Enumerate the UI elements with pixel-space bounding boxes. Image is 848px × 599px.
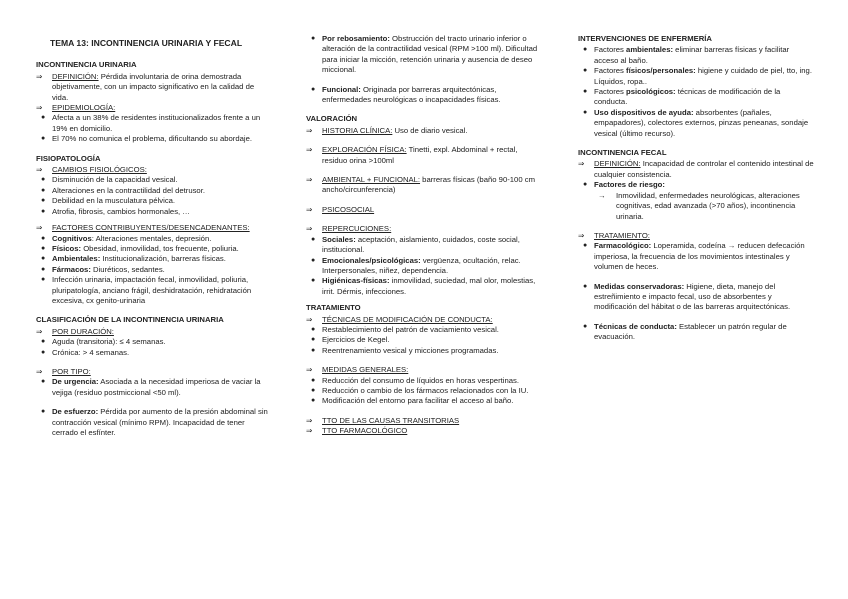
heading-tratamiento: TRATAMIENTO: [306, 303, 361, 313]
bullet-icon: ●: [41, 255, 46, 263]
list-item: ● Factores de riesgo:: [583, 180, 665, 190]
column-3: [578, 34, 814, 343]
cambios-label: CAMBIOS FISIOLÓGICOS:: [52, 165, 147, 175]
medidas-row: ⇒ MEDIDAS GENERALES:: [306, 365, 409, 375]
bullet-icon: ●: [311, 346, 316, 354]
cambios-row: [36, 165, 272, 175]
bullet-icon: ●: [41, 276, 46, 284]
tto-causas-row: ⇒ TTO DE LAS CAUSAS TRANSITORIAS: [306, 415, 460, 425]
arrow-icon: ⇒: [36, 71, 43, 81]
list-item: ● Por rebosamiento: Obstrucción del tracto urinario inferior o alteración de la contractilidad vesical (RPM >100 ml). Dificultad para iniciar la micción, retención urinaria y ausencia de deseo miccional.: [311, 34, 538, 75]
list-item: ● Físicos: Obesidad, inmovilidad, tos frecuente, poliuria.: [41, 243, 239, 253]
psicosocial-row: ⇒ PSICOSOCIAL: [306, 204, 375, 214]
heading-valoracion: VALORACIÓN: [306, 114, 358, 124]
list-item: ● De esfuerzo: Pérdida por aumento de la presión abdominal sin contracción vesical (mínimo RPM). Incapacidad de tener cerrado el esfínter.: [41, 407, 268, 437]
arrow-icon: ⇒: [578, 159, 585, 169]
list-item: ● Afecta a un 38% de residentes institucionalizados frente a un 19% en domicilio.: [41, 113, 261, 133]
bullet-icon: ●: [583, 242, 588, 250]
heading-fisiopatologia: FISIOPATOLOGÍA: [36, 153, 101, 163]
bullet-icon: ●: [41, 207, 46, 215]
arrow-icon: ⇒: [36, 103, 43, 113]
list-item: ● Factores físicos/personales: higiene y cuidado de piel, tto, ing. Líquidos, ropa..: [583, 66, 812, 86]
column-1: [36, 34, 272, 438]
list-item: ● Reducción del consumo de líquidos en horas vespertinas.: [311, 375, 520, 385]
list-item: ● Técnicas de conducta: Establecer un patrón regular de evacuación.: [583, 321, 787, 342]
bullet-icon: ●: [41, 244, 46, 252]
arrow-icon: ⇒: [578, 230, 585, 240]
arrow-icon: ⇒: [306, 175, 313, 185]
list-item: ● Restablecimiento del patrón de vaciamiento vesical.: [311, 324, 499, 334]
heading-incontinencia-urinaria: INCONTINENCIA URINARIA: [36, 60, 137, 70]
tto-farmaco-row: ⇒ TTO FARMACOLÓGICO: [306, 426, 408, 436]
duracion-label: POR DURACIÓN:: [52, 326, 114, 336]
bullet-icon: ●: [311, 277, 316, 285]
list-item: ● Sociales: aceptación, aislamiento, cuidados, coste social, institucional.: [311, 234, 520, 255]
list-item: ● Infección urinaria, impactación fecal, inmovilidad, poliuria, pluripatología, anciano frágil, deshidratación, rehidratación excesiva, cx genito-urinaria: [41, 275, 252, 305]
arrow-icon: ⇒: [36, 366, 43, 376]
ambiental-row: ⇒ AMBIENTAL + FUNCIONAL: barreras físicas (baño 90-100 cm ancho/circunferencia): [306, 175, 535, 195]
bullet-icon: ●: [311, 35, 316, 42]
list-item: ● Uso dispositivos de ayuda: absorbentes (pañales, empapadores), colectores externos, pinzas peneanas, sondaje vesical (último recurso).: [583, 107, 809, 138]
list-item: ● Emocionales/psicológicas: vergüenza, ocultación, relac. Interpersonales, niñez, dependencia.: [311, 255, 521, 275]
bullet-icon: ●: [41, 234, 46, 242]
document-title: TEMA 13: INCONTINENCIA URINARIA Y FECAL: [50, 38, 243, 48]
heading-incontinencia-fecal: INCONTINENCIA FECAL: [578, 148, 667, 158]
bullet-icon: ●: [41, 197, 46, 205]
list-item: ● Disminución de la capacidad vesical.: [41, 175, 178, 185]
list-item: ● Reentrenamiento vesical y micciones programadas.: [311, 345, 499, 355]
list-item: ● Fármacos: Diuréticos, sedantes.: [41, 264, 165, 274]
bullet-icon: ●: [583, 108, 588, 116]
list-item: ● Medidas conservadoras: Higiene, dieta, manejo del estreñimiento e impacto fecal, uso de absorbentes y modificación del hábitat o de las barreras arquitectónicas.: [583, 281, 791, 312]
list-item: ● Ejercicios de Kegel.: [311, 335, 390, 345]
list-item: ● Farmacológico: Loperamida, codeína → reducen defecación imperiosa, la frecuencia de los movimientos intestinales y volumen de heces.: [583, 241, 805, 272]
bullet-icon: ●: [583, 46, 588, 54]
factores-label: FACTORES CONTRIBUYENTES/DESENCADENANTES:: [52, 223, 250, 233]
tipo-label: POR TIPO:: [52, 366, 91, 376]
bullet-icon: ●: [41, 265, 46, 273]
bullet-icon: ●: [41, 114, 46, 122]
list-item: ● Aguda (transitoria): ≤ 4 semanas.: [41, 337, 166, 347]
list-item: ● Higiénicas-físicas: inmovilidad, suciedad, mal olor, molestias, irrit. Dérmis, infecciones.: [311, 276, 536, 296]
bullet-icon: ●: [311, 325, 316, 333]
bullet-icon: ●: [41, 348, 46, 356]
list-item: ● El 70% no comunica el problema, dificultando su abordaje.: [41, 134, 252, 144]
bullet-icon: ●: [311, 256, 316, 264]
list-item: ● De urgencia: Asociada a la necesidad imperiosa de vaciar la vejiga (residuo postmiccional <50 ml).: [41, 377, 261, 397]
exploracion-row: ⇒ EXPLORACIÓN FÍSICA: Tinetti, expl. Abdominal + rectal, residuo orina >100ml: [306, 145, 518, 165]
epidemiologia-row: [36, 103, 272, 113]
tipo-row: [36, 367, 272, 377]
list-item: → Inmovilidad, enfermedades neurológicas, alteraciones cognitivas, edad avanzada (>70 años), incontinencia urinaria.: [598, 190, 800, 221]
arrow-icon: ⇒: [36, 165, 43, 175]
arrow-icon: ⇒: [306, 314, 313, 324]
arrow-icon: ⇒: [306, 204, 313, 214]
arrow-icon: ⇒: [306, 224, 313, 234]
list-item: ● Cognitivos: Alteraciones mentales, depresión.: [41, 233, 212, 243]
bullet-icon: ●: [41, 176, 46, 184]
bullet-icon: ●: [41, 338, 46, 346]
right-arrow-icon: →: [598, 190, 606, 200]
epidemiologia-label: EPIDEMIOLOGÍA:: [52, 103, 116, 113]
bullet-icon: ●: [311, 386, 316, 394]
heading-intervenciones: INTERVENCIONES DE ENFERMERÍA: [578, 34, 712, 43]
repercusiones-row: ⇒ REPERCUCIONES:: [306, 224, 392, 234]
definicion-row: [36, 72, 272, 103]
definicion-text: Pérdida involuntaria de orina demostrada objetivamente, con un impacto significativo en la calidad de vida.: [52, 71, 255, 102]
list-item: ● Debilidad en la musculatura pélvica.: [41, 196, 176, 206]
factores-row: [36, 223, 272, 233]
arrow-icon: ⇒: [306, 145, 313, 155]
bullet-icon: ●: [583, 181, 588, 189]
list-item: ● Crónica: > 4 semanas.: [41, 347, 130, 357]
list-item: ● Reducción o cambio de los fármacos relacionados con la IU.: [311, 385, 529, 395]
bullet-icon: ●: [311, 85, 316, 93]
bullet-icon: ●: [41, 408, 46, 416]
list-item: ● Factores ambientales: eliminar barreras físicas y facilitar acceso al baño.: [583, 45, 790, 65]
bullet-icon: ●: [583, 322, 588, 330]
arrow-icon: ⇒: [306, 365, 313, 375]
arrow-icon: ⇒: [306, 125, 313, 135]
list-item: ● Funcional: Originada por barreras arquitectónicas, enfermedades neurológicas o incapacidades físicas.: [311, 84, 501, 105]
bullet-icon: ●: [311, 376, 316, 384]
bullet-icon: ●: [41, 135, 46, 143]
arrow-icon: ⇒: [36, 326, 43, 336]
bullet-icon: ●: [311, 336, 316, 344]
column-2: [306, 34, 542, 437]
list-item: ● Atrofia, fibrosis, cambios hormonales, …: [41, 206, 190, 216]
bullet-icon: ●: [583, 88, 588, 96]
duracion-row: [36, 327, 272, 337]
tecnicas-row: ⇒ TÉCNICAS DE MODIFICACIÓN DE CONDUCTA:: [306, 314, 493, 324]
bullet-icon: ●: [583, 67, 588, 75]
list-item: ● Factores psicológicos: técnicas de modificación de la conducta.: [583, 87, 781, 107]
list-item: ● Ambientales: Institucionalización, barreras físicas.: [41, 254, 226, 264]
bullet-icon: ●: [41, 378, 46, 386]
arrow-icon: ⇒: [306, 426, 313, 436]
arrow-icon: ⇒: [306, 415, 313, 425]
fecal-definicion-row: ⇒ DEFINICIÓN: Incapacidad de controlar el contenido intestinal de cualquier consistencia.: [578, 159, 814, 179]
list-item: ● Alteraciones en la contractilidad del detrusor.: [41, 185, 205, 195]
bullet-icon: ●: [311, 235, 316, 243]
historia-row: ⇒ HISTORIA CLÍNICA: Uso de diario vesical.: [306, 125, 468, 135]
arrow-icon: ⇒: [36, 223, 43, 233]
list-item: ● Modificación del entorno para facilitar el acceso al baño.: [311, 396, 514, 406]
heading-clasificacion: CLASIFICACIÓN DE LA INCONTINENCIA URINARIA: [36, 315, 224, 325]
fecal-tratamiento-row: ⇒ TRATAMIENTO:: [578, 230, 650, 240]
bullet-icon: ●: [311, 397, 316, 405]
definicion-label: DEFINICIÓN:: [52, 71, 99, 81]
bullet-icon: ●: [41, 186, 46, 194]
bullet-icon: ●: [583, 282, 588, 290]
